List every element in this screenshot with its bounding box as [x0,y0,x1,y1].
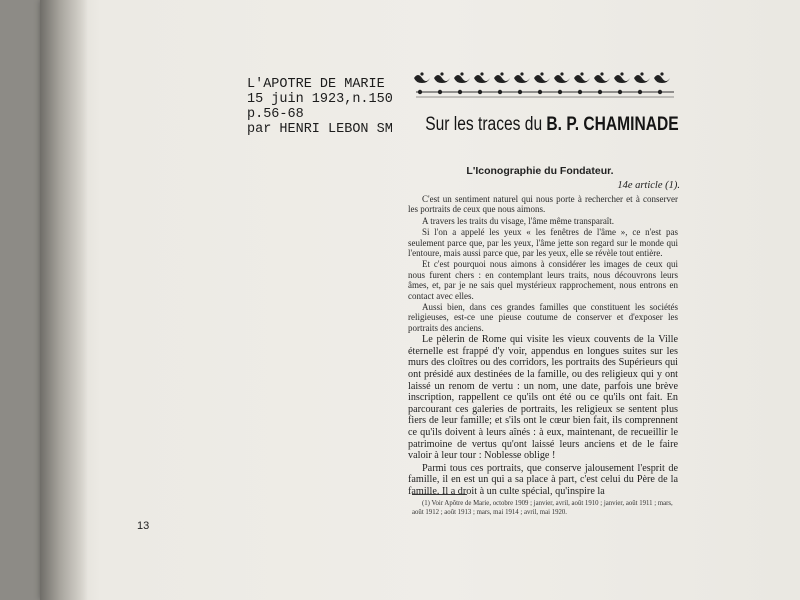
book-spine-shadow [40,0,88,600]
article-title [425,114,679,136]
title-name: B. P. CHAMINADE [546,114,679,135]
page-number: 13 [137,520,150,532]
footnote-divider [412,494,467,495]
paragraph: Et c'est pourquoi nous aimons à considérer les images de ceux qui nous furent chers : en contemplant leurs traits, nous découvrons leurs âmes, et, par je ne sais quel mystérieux rapprochement, nous entrons en contact avec elles. [408,259,678,301]
paragraph: Le pèlerin de Rome qui visite les vieux couvents de la Ville éternelle est frappé d'y voir, appendus en longues suites sur les murs des cloîtres ou des corridors, les portraits des Supérieurs qui ont présidé aux destinées de la famille, ou des religieux qui y ont laissé un renom de vertu : un nom, une date, parfois une brève inscription, rappellent ce qu'ils ont été ou ce qu'ils ont fait. En parcourant ces galeries de portraits, les religieux se sentent plus fiers de leur famille; et s'ils ont le cœur bien fait, ils comprennent ce qu'ils doivent à leurs aînés : à eux, maintenant, de recueillir le patrimoine de vertus qu'ont laissé leurs anciens et de le faire valoir à leur tour : Noblesse oblige ! [408,334,678,462]
book-page [40,0,800,600]
paragraph: A travers les traits du visage, l'âme même transparaît. [422,215,615,226]
citation-line: par HENRI LEBON SM [247,122,393,137]
article-subtitle: L'Iconographie du Fondateur. [466,165,614,177]
footnote: (1) Voir Apôtre de Marie, octobre 1909 ; janvier, avril, août 1910 ; janvier, août 1911 ; mars, août 1912 ; août 1913 ; mars, mai 1914 ; avril, mai 1920. [412,500,673,516]
ornament-banner [410,70,680,100]
paragraph: Aussi bien, dans ces grandes familles que constituent les sociétés religieuses, est-ce une pieuse coutume de conserver et d'exposer les portraits des anciens. [408,302,678,333]
paragraph: C'est un sentiment naturel qui nous porte à rechercher et à conserver les portraits de ceux que nous aimons. [408,194,678,215]
paragraph: Parmi tous ces portraits, que conserve jalousement l'esprit de famille, il en est un qui a sa place à part, c'est celui du Père de la famille. Il a droit à un culte spécial, qu'inspire la [408,462,678,497]
typed-citation-note [247,77,407,137]
article-number: 14e article (1). [617,180,680,191]
article-body [408,194,678,499]
paragraph: Si l'on a appelé les yeux « les fenêtres de l'âme », ce n'est pas seulement parce que, par les yeux, l'âme jette son regard sur le monde qui l'entoure, mais aussi parce que, par les yeux, elle se révèle tout entière. [408,227,678,259]
citation-line: p.56-68 [247,107,304,122]
citation-line: 15 juin 1923,n.150 [247,92,393,107]
title-prefix: Sur les traces du [425,114,547,135]
citation-line: L'APOTRE DE MARIE [247,77,385,92]
